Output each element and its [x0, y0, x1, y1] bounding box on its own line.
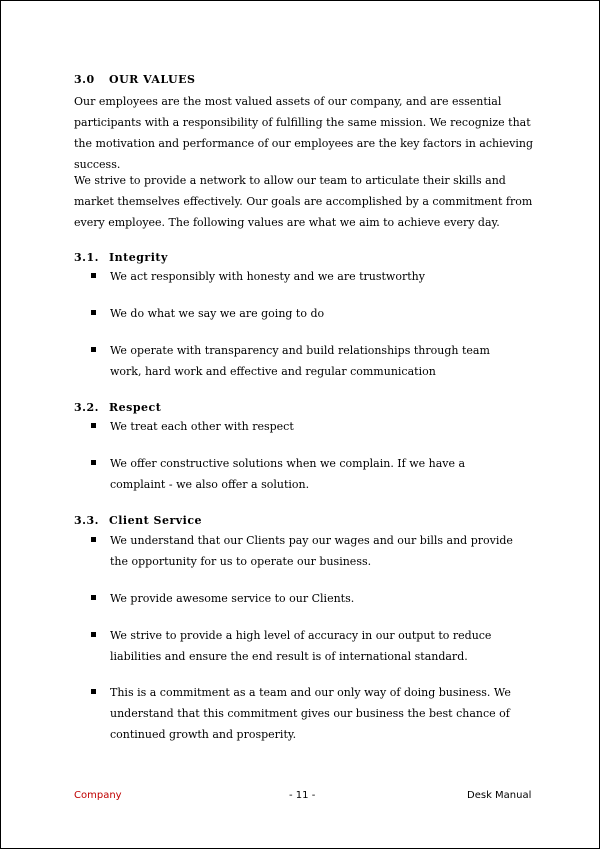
- footer-document-title: Desk Manual: [467, 790, 532, 801]
- bullet-icon: [91, 310, 96, 315]
- bullet-icon: [91, 537, 96, 542]
- bullet-icon: [91, 347, 96, 352]
- subsection-title: Respect: [109, 401, 162, 414]
- list-item: We act responsibly with honesty and we are trustworthy: [91, 266, 521, 287]
- bullet-icon: [91, 689, 96, 694]
- bullet-icon: [91, 632, 96, 637]
- page-number: - 11 -: [289, 790, 316, 801]
- subsection-heading-integrity: [74, 251, 168, 264]
- bullet-icon: [91, 273, 96, 278]
- subsection-number: 3.3.: [74, 514, 99, 527]
- intro-paragraph: We strive to provide a network to allow our team to articulate their skills and market themselves effectively. Our goals are accomplished by a commitment from every employee. The following values are what we aim to achieve every day.: [74, 174, 533, 229]
- list-item: We provide awesome service to our Clients.: [91, 588, 521, 609]
- intro-paragraph: Our employees are the most valued assets of our company, and are essential participants with a responsibility of fulfilling the same mission. We recognize that the motivation and performance of our employees are the key factors in achieving success.: [74, 95, 533, 171]
- section-title: OUR VALUES: [109, 73, 196, 86]
- footer-company: Company: [74, 790, 122, 801]
- list-item: We understand that our Clients pay our wages and our bills and provide the opportunity for us to operate our business.: [91, 530, 521, 572]
- bullet-icon: [91, 423, 96, 428]
- list-item: This is a commitment as a team and our only way of doing business. We understand that this commitment gives our business the best chance of continued growth and prosperity.: [91, 682, 521, 745]
- subsection-number: 3.2.: [74, 401, 99, 414]
- subsection-title: Integrity: [109, 251, 168, 264]
- bullet-icon: [91, 595, 96, 600]
- list-item: We offer constructive solutions when we complain. If we have a complaint - we also offer a solution.: [91, 453, 521, 495]
- section-number: 3.0: [74, 73, 95, 86]
- bullet-icon: [91, 460, 96, 465]
- list-item: We strive to provide a high level of accuracy in our output to reduce liabilities and ensure the end result is of international standard.: [91, 625, 521, 667]
- list-item: We do what we say we are going to do: [91, 303, 521, 324]
- subsection-number: 3.1.: [74, 251, 99, 264]
- subsection-heading-client-service: [74, 514, 202, 527]
- list-item: We treat each other with respect: [91, 416, 521, 437]
- subsection-title: Client Service: [109, 514, 203, 527]
- section-heading: [74, 73, 195, 86]
- subsection-heading-respect: [74, 401, 161, 414]
- list-item: We operate with transparency and build relationships through team work, hard work and effective and regular communication: [91, 340, 521, 382]
